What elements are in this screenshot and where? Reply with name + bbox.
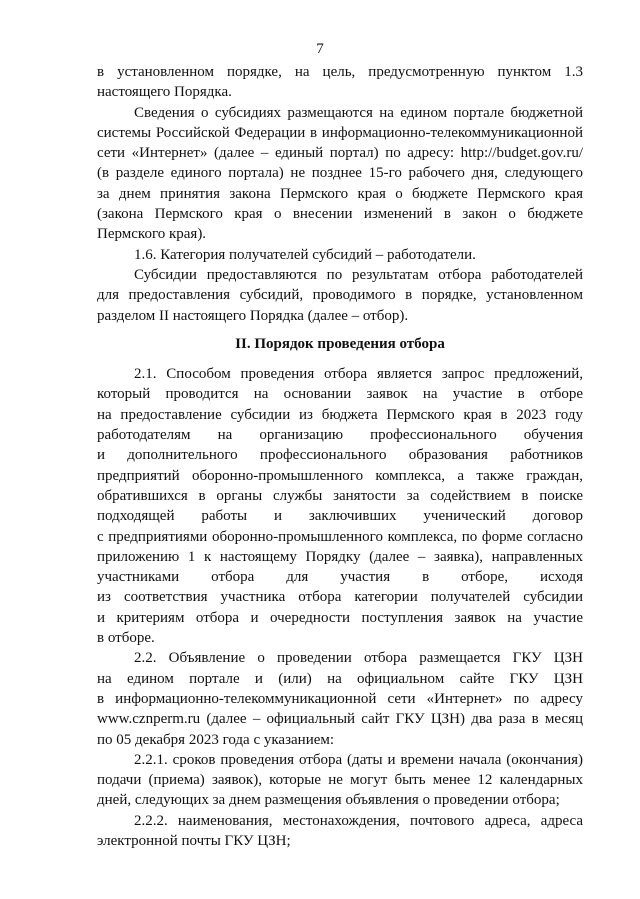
text-line: Сведения о субсидиях размещаются на едином портале бюджетной (134, 104, 583, 121)
text-line: (закона Пермского края о внесении изменений в закон о бюджете (97, 206, 583, 223)
text-line: для предоставления субсидий, проводимого в порядке, установленном (97, 287, 583, 304)
text-line: электронной почты ГКУ ЦЗН; (97, 832, 291, 849)
text-line: 2.2.2. наименования, местонахождения, почтового адреса, адреса (134, 812, 583, 829)
text-line: 1.6. Категория получателей субсидий – работодатели. (134, 246, 476, 263)
text-line: и дополнительного профессионального образования работников (97, 447, 583, 464)
text-line: на едином портале и (или) на официальном сайте ГКУ ЦЗН (97, 670, 583, 687)
text-line: из соответствия участника отбора категории получателей субсидии (97, 589, 583, 606)
page-number: 7 (316, 41, 324, 57)
text-line: Субсидии предоставляются по результатам отбора работодателей (134, 266, 583, 283)
text-line: подходящей работы и заключивших ученический договор (97, 508, 583, 525)
section-heading: II. Порядок проведения отбора (235, 335, 445, 352)
text-line: с предприятиями оборонно-промышленного комплекса, по форме согласно (97, 528, 583, 545)
text-line: 2.2. Объявление о проведении отбора размещается ГКУ ЦЗН (134, 650, 583, 667)
text-line: в информационно-телекоммуникационной сети «Интернет» по адресу (97, 690, 583, 707)
text-line: по 05 декабря 2023 года с указанием: (97, 731, 335, 748)
text-line: сети «Интернет» (далее – единый портал) по адресу: http://budget.gov.ru/ (97, 145, 583, 162)
text-line: www.cznperm.ru (далее – официальный сайт ГКУ ЦЗН) два раза в месяц (97, 711, 583, 728)
text-line: обратившихся в органы службы занятости за содействием в поиске (97, 487, 583, 504)
text-line: в отборе. (97, 630, 155, 647)
text-line: системы Российской Федерации в информационно-телекоммуникационной (97, 124, 583, 141)
text-line: подачи (приема) заявок), которые не могут быть менее 12 календарных (97, 772, 583, 789)
text-line: (в разделе единого портала) не позднее 15-го рабочего дня, следующего (97, 165, 583, 182)
text-line: 2.2.1. сроков проведения отбора (даты и времени начала (окончания) (134, 751, 583, 768)
text-line: на предоставление субсидии из бюджета Пермского края в 2023 году (97, 406, 583, 423)
text-line: участниками отбора для участия в отборе, исходя (97, 569, 583, 586)
text-line: разделом II настоящего Порядка (далее – отбор). (97, 307, 409, 324)
text-line: Пермского края). (97, 226, 207, 243)
document-body (97, 62, 583, 851)
text-line: 2.1. Способом проведения отбора является запрос предложений, (134, 366, 583, 383)
text-line: настоящего Порядка. (97, 84, 232, 101)
text-line: и критериям отбора и очередности поступления заявок на участие (97, 609, 583, 626)
text-line: за днем принятия закона Пермского края о бюджете Пермского края (97, 185, 583, 202)
text-line: который проводится на основании заявок на участие в отборе (97, 386, 583, 403)
text-line: в установленном порядке, на цель, предусмотренную пунктом 1.3 (97, 64, 583, 80)
text-line: дней, следующих за днем размещения объявления о проведении отбора; (97, 792, 560, 809)
text-line: приложению 1 к настоящему Порядку (далее – заявка), направленных (97, 548, 583, 565)
text-line: работодателям на организацию профессионального обучения (97, 427, 583, 444)
text-line: предприятий оборонно-промышленного комплекса, а также граждан, (97, 467, 583, 484)
